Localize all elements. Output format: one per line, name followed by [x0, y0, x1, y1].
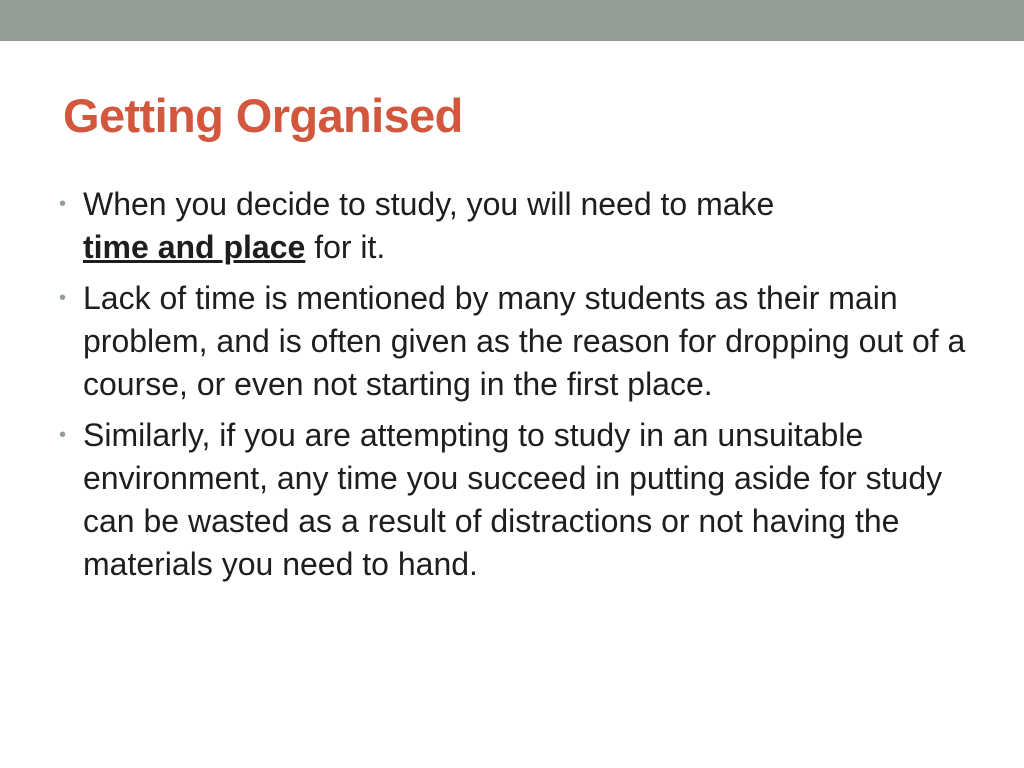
bullet-text-tail: for it.	[305, 229, 386, 265]
bullet-list	[59, 183, 983, 594]
bullet-dot-icon: •	[59, 424, 67, 446]
top-accent-band	[0, 0, 1024, 41]
bullet-dot-icon: •	[59, 287, 67, 309]
bullet-item-lack-of-time	[59, 277, 983, 406]
bullet-text: When you decide to study, you will need to make	[83, 186, 775, 222]
slide-title: Getting Organised	[63, 89, 463, 142]
emphasized-phrase: time and place	[83, 229, 306, 265]
bullet-text: Similarly, if you are attempting to study in an unsuitable environment, any time you succeed in putting aside for study can be wasted as a result of distractions or not having the materials you need to hand.	[83, 417, 943, 582]
bullet-dot-icon: •	[59, 193, 67, 215]
bullet-item-time-and-place	[59, 183, 983, 269]
bullet-text: Lack of time is mentioned by many students as their main problem, and is often given as the reason for dropping out of a course, or even not starting in the first place.	[83, 280, 966, 402]
bullet-item-environment	[59, 414, 983, 586]
